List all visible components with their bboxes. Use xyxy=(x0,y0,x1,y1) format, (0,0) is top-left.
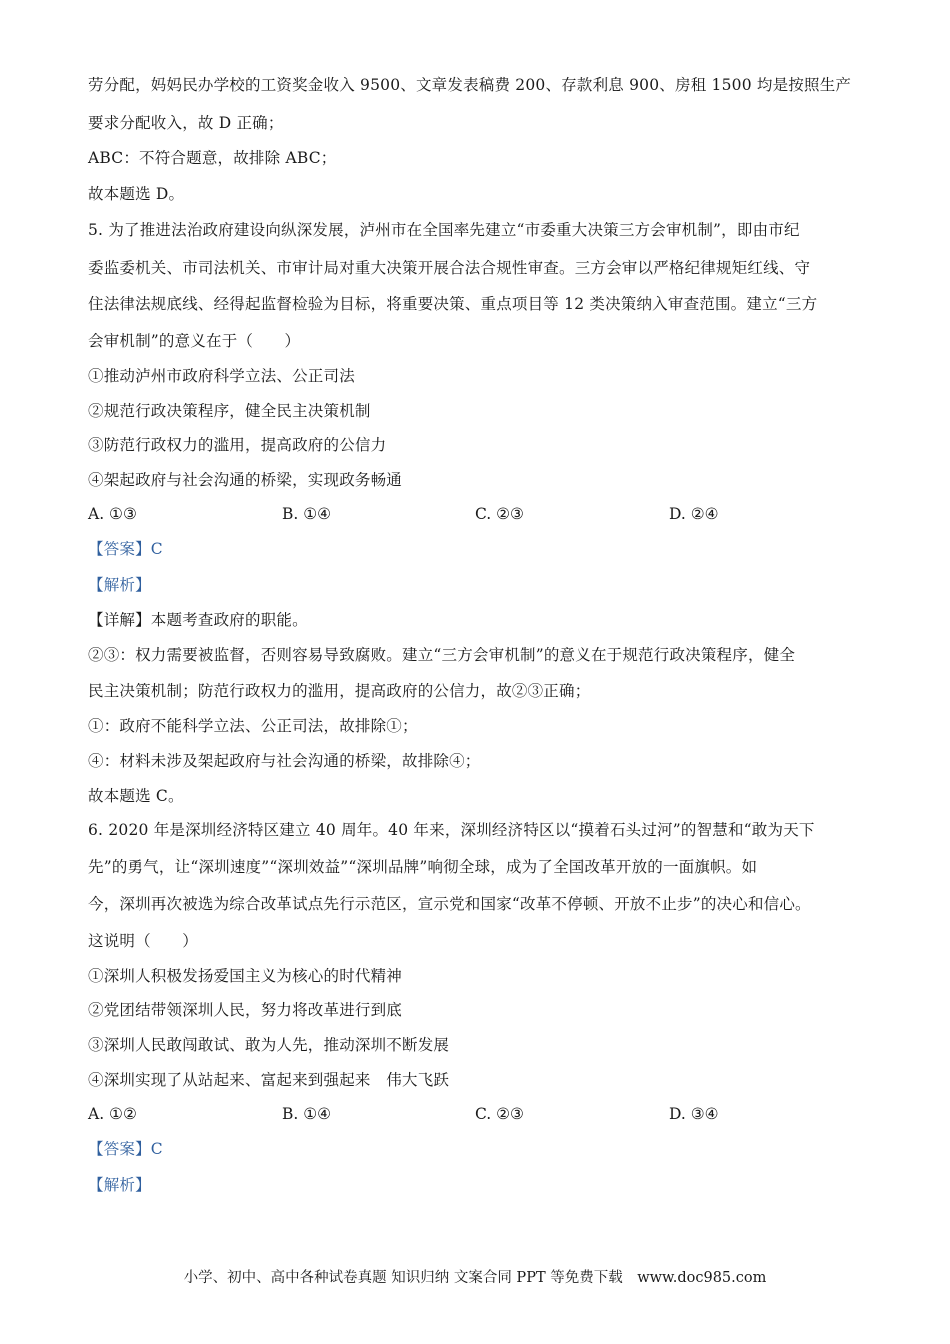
prev-explanation-line: 要求分配收入，故 D 正确； xyxy=(88,114,284,132)
q5-explanation-line: ②③：权力需要被监督，否则容易导致腐败。建立“三方会审机制”的意义在于规范行政决策程序，健全 xyxy=(88,646,796,664)
q6-statement-4: ④深圳实现了从站起来、富起来到强起来 伟大飞跃 xyxy=(88,1071,450,1089)
q5-option-a: A. ①③ xyxy=(88,505,137,523)
q6-option-c: C. ②③ xyxy=(475,1105,524,1123)
q5-statement-1: ①推动泸州市政府科学立法、公正司法 xyxy=(88,367,355,385)
q5-detail: 【详解】本题考查政府的职能。 xyxy=(88,611,308,629)
q5-explanation-line: 民主决策机制；防范行政权力的滥用，提高政府的公信力，故②③正确； xyxy=(88,682,591,700)
q6-stem-line: 今，深圳再次被选为综合改革试点先行示范区，宣示党和国家“改革不停顿、开放不止步”的决心和信心。 xyxy=(88,895,811,913)
page-footer: 小学、初中、高中各种试卷真题 知识归纳 文案合同 PPT 等免费下载 www.doc985.com xyxy=(183,1270,767,1286)
q6-answer: 【答案】C xyxy=(88,1140,163,1158)
q6-statement-3: ③深圳人民敢闯敢试、敢为人先，推动深圳不断发展 xyxy=(88,1036,450,1054)
prev-explanation-conclusion: 故本题选 D。 xyxy=(88,185,185,203)
q5-stem-line: 5. 为了推进法治政府建设向纵深发展，泸州市在全国率先建立“市委重大决策三方会审机制”，即由市纪 xyxy=(88,221,800,239)
q5-option-c: C. ②③ xyxy=(475,505,524,523)
q6-stem-line: 这说明（ ） xyxy=(88,932,198,950)
prev-explanation-line: ABC：不符合题意，故排除 ABC； xyxy=(88,149,337,167)
q5-stem-line: 会审机制”的意义在于（ ） xyxy=(88,332,301,350)
q5-statement-2: ②规范行政决策程序，健全民主决策机制 xyxy=(88,402,371,420)
q6-stem-line: 6. 2020 年是深圳经济特区建立 40 周年。40 年来，深圳经济特区以“摸着石头过河”的智慧和“敢为天下 xyxy=(88,821,815,839)
q6-option-d: D. ③④ xyxy=(669,1105,719,1123)
q5-option-b: B. ①④ xyxy=(282,505,332,523)
q5-explanation-line: ①：政府不能科学立法、公正司法，故排除①； xyxy=(88,717,418,735)
q5-stem-line: 住法律法规底线、经得起监督检验为目标，将重要决策、重点项目等 12 类决策纳入审查范围。建立“三方 xyxy=(88,295,818,313)
q5-statement-3: ③防范行政权力的滥用，提高政府的公信力 xyxy=(88,436,387,454)
q6-analysis-label: 【解析】 xyxy=(88,1176,151,1194)
q5-statement-4: ④架起政府与社会沟通的桥梁，实现政务畅通 xyxy=(88,471,403,489)
q5-options xyxy=(88,503,878,525)
q6-options xyxy=(88,1103,878,1125)
q6-statement-1: ①深圳人积极发扬爱国主义为核心的时代精神 xyxy=(88,967,403,985)
prev-explanation-line: 劳分配，妈妈民办学校的工资奖金收入 9500、文章发表稿费 200、存款利息 900、房租 1500 均是按照生产 xyxy=(88,76,852,94)
q6-stem-line: 先”的勇气，让“深圳速度”“深圳效益”“深圳品牌”响彻全球，成为了全国改革开放的一面旗帜。如 xyxy=(88,858,758,876)
q5-analysis-label: 【解析】 xyxy=(88,576,151,594)
q6-statement-2: ②党团结带领深圳人民，努力将改革进行到底 xyxy=(88,1001,403,1019)
q5-answer: 【答案】C xyxy=(88,540,163,558)
q5-conclusion: 故本题选 C。 xyxy=(88,787,184,805)
q5-stem-line: 委监委机关、市司法机关、市审计局对重大决策开展合法合规性审查。三方会审以严格纪律规矩红线、守 xyxy=(88,259,811,277)
q6-option-b: B. ①④ xyxy=(282,1105,332,1123)
q5-explanation-line: ④：材料未涉及架起政府与社会沟通的桥梁，故排除④； xyxy=(88,752,481,770)
q5-option-d: D. ②④ xyxy=(669,505,719,523)
q6-option-a: A. ①② xyxy=(88,1105,137,1123)
